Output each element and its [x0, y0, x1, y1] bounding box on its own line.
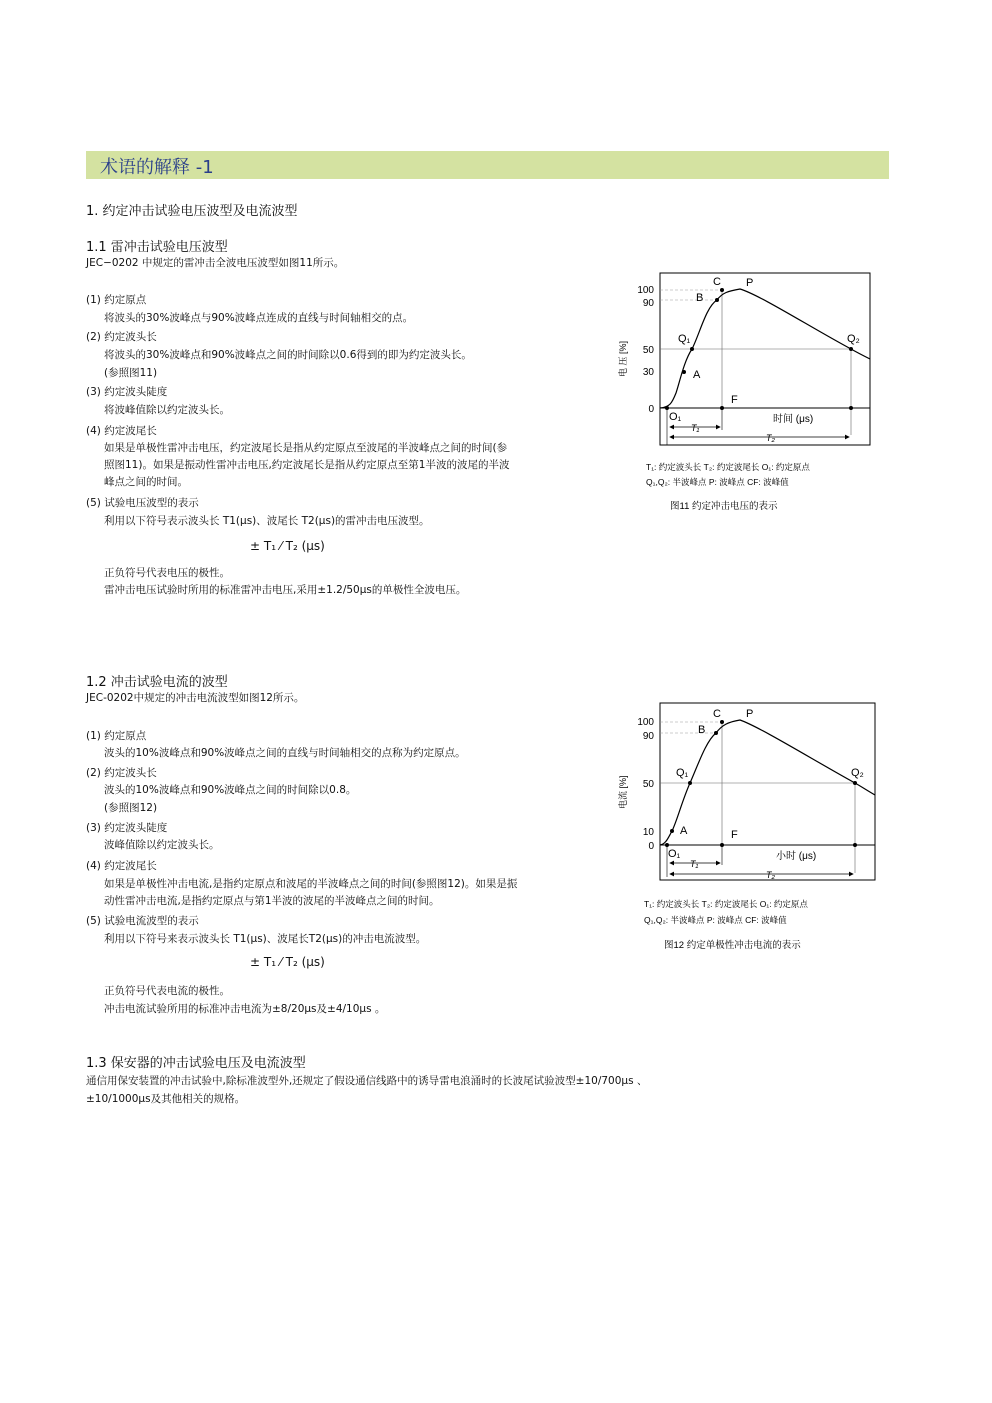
point-q1 — [690, 347, 694, 351]
item-head: (3) 约定波头陡度 — [86, 386, 168, 398]
ytick-30: 30 — [642, 367, 654, 378]
label-t2: T₂ — [766, 433, 775, 443]
item-head: (1) 约定原点 — [86, 294, 147, 306]
point-a — [682, 370, 686, 374]
item-body: (参照图12) — [104, 802, 158, 814]
x-axis-label: 时间 (μs) — [773, 414, 814, 425]
point-b — [715, 298, 719, 302]
waveform-formula: ± T₁ ⁄ T₂ (μs) — [250, 539, 325, 553]
label-p: P — [746, 277, 754, 289]
item-head: (2) 约定波头长 — [86, 767, 157, 779]
label-a: A — [693, 369, 701, 381]
label-p: P — [746, 708, 754, 720]
item-body: 将波头的30%波峰点和90%波峰点之间的时间除以0.6得到的即为约定波头长。 — [104, 349, 472, 361]
point-a — [670, 829, 674, 833]
ytick-90: 90 — [642, 731, 654, 742]
plot-frame — [660, 273, 870, 445]
point-o1 — [665, 406, 669, 410]
note-text: 正负符号代表电流的极性。 — [104, 985, 230, 997]
label-f: F — [731, 394, 738, 406]
subsection-heading-1-1: 1.1 雷冲击试验电压波型 — [86, 240, 228, 255]
paragraph-line: 通信用保安装置的冲击试验中,除标准波型外,还规定了假设通信线路中的诱导雷电浪涌时的长波尾试验波型±10/700μs 、 — [86, 1075, 648, 1087]
figure-legend: T₁: 约定波头长 T₂: 约定波尾长 O₁: 约定原点 — [644, 899, 808, 909]
ytick-90: 90 — [642, 298, 654, 309]
intro-text-1-2: JEC-0202中规定的冲击电流波型如图12所示。 — [86, 692, 305, 704]
point-f — [720, 843, 724, 847]
item-body: 利用以下符号表示波头长 T1(μs)、波尾长 T2(μs)的雷冲击电压波型。 — [104, 515, 430, 527]
item-body: 峰点之间的时间。 — [104, 476, 188, 488]
label-t1: T₁ — [690, 859, 699, 869]
ytick-50: 50 — [642, 345, 654, 356]
label-q1: Q₁ — [678, 333, 691, 345]
point-t2-end — [849, 406, 853, 410]
point-c — [720, 720, 724, 724]
label-o1: O₁ — [669, 411, 682, 423]
label-b: B — [698, 724, 706, 736]
label-o1: O₁ — [668, 848, 681, 860]
ytick-50: 50 — [642, 779, 654, 790]
ytick-0: 0 — [648, 404, 654, 415]
waveform-formula: ± T₁ ⁄ T₂ (μs) — [250, 955, 325, 969]
item-body: 如果是单极性雷冲击电压，约定波尾长是指从约定原点至波尾的半波峰点之间的时间(参 — [104, 442, 508, 454]
item-head: (1) 约定原点 — [86, 730, 147, 742]
item-body: 将波峰值除以约定波头长。 — [104, 404, 230, 416]
ytick-100: 100 — [637, 285, 654, 296]
label-c: C — [713, 276, 721, 288]
figure-legend: Q₁,Q₂: 半波峰点 P: 波峰点 CF: 波峰值 — [644, 915, 787, 925]
page-title: 术语的解释 -1 — [100, 157, 214, 178]
label-t2: T₂ — [766, 870, 775, 880]
subsection-heading-1-2: 1.2 冲击试验电流的波型 — [86, 675, 228, 690]
item-body: 波峰值除以约定波头长。 — [104, 839, 220, 851]
figure-legend: Q₁,Q₂: 半波峰点 P: 波峰点 CF: 波峰值 — [646, 477, 789, 487]
label-q1: Q₁ — [676, 767, 689, 779]
item-head: (5) 试验电压波型的表示 — [86, 497, 199, 509]
y-axis-label: 电 压 [%] — [618, 340, 628, 377]
point-t2-end — [853, 843, 857, 847]
label-t1: T₁ — [691, 423, 700, 433]
point-q2 — [849, 347, 853, 351]
item-body: 如果是单极性冲击电流,是指约定原点和波尾的半波峰点之间的时间(参照图12)。如果是振 — [104, 878, 518, 890]
section-banner — [86, 151, 889, 179]
label-b: B — [696, 292, 704, 304]
point-o1 — [665, 843, 669, 847]
item-head: (4) 约定波尾长 — [86, 860, 157, 872]
ytick-100: 100 — [637, 717, 654, 728]
item-body: 波头的10%波峰点和90%波峰点之间的时间除以0.8。 — [104, 784, 357, 796]
ytick-10: 10 — [642, 827, 654, 838]
note-text: 冲击电流试验所用的标准冲击电流为±8/20μs及±4/10μs 。 — [104, 1003, 386, 1015]
item-head: (3) 约定波头陡度 — [86, 822, 168, 834]
y-axis-label: 电流 [%] — [618, 775, 628, 809]
figure-caption: 图11 约定冲击电压的表示 — [670, 501, 778, 512]
item-head: (2) 约定波头长 — [86, 331, 157, 343]
item-body: 动性雷冲击电流,是指约定原点与第1半波的波尾的半波峰点之间的时间。 — [104, 895, 440, 907]
figure-legend: T₁: 约定波头长 T₂: 约定波尾长 O₁: 约定原点 — [646, 462, 810, 472]
ytick-0: 0 — [648, 841, 654, 852]
item-body: 波头的10%波峰点和90%波峰点之间的直线与时间轴相交的点称为约定原点。 — [104, 747, 466, 759]
figure-11-voltage-waveform — [610, 265, 880, 515]
label-f: F — [731, 829, 738, 841]
point-q2 — [853, 781, 857, 785]
item-head: (4) 约定波尾长 — [86, 425, 157, 437]
note-text: 雷冲击电压试验时所用的标准雷冲击电压,采用±1.2/50μs的单极性全波电压。 — [104, 584, 467, 596]
point-c — [720, 288, 724, 292]
point-q1 — [688, 781, 692, 785]
label-q2: Q₂ — [847, 333, 860, 345]
intro-text-1-1: JEC−0202 中规定的雷冲击全波电压波型如图11所示。 — [86, 257, 345, 269]
section-heading: 1. 约定冲击试验电压波型及电流波型 — [86, 204, 298, 219]
point-f — [720, 406, 724, 410]
label-q2: Q₂ — [851, 767, 864, 779]
point-b — [714, 731, 718, 735]
figure-12-current-waveform — [610, 697, 880, 955]
plot-frame — [660, 703, 875, 880]
figure-caption: 图12 约定单极性冲击电流的表示 — [664, 940, 801, 951]
note-text: 正负符号代表电压的极性。 — [104, 567, 230, 579]
x-axis-label: 小时 (μs) — [776, 851, 817, 862]
item-body: (参照图11) — [104, 367, 158, 379]
label-c: C — [713, 708, 721, 720]
paragraph-line: ±10/1000μs及其他相关的规格。 — [86, 1093, 246, 1105]
item-head: (5) 试验电流波型的表示 — [86, 915, 199, 927]
subsection-heading-1-3: 1.3 保安器的冲击试验电压及电流波型 — [86, 1056, 306, 1071]
item-body: 将波头的30%波峰点与90%波峰点连成的直线与时间轴相交的点。 — [104, 312, 414, 324]
label-a: A — [680, 825, 688, 837]
item-body: 照图11)。如果是振动性雷冲击电压,约定波尾长是指从约定原点至第1半波的波尾的半波 — [104, 459, 510, 471]
item-body: 利用以下符号来表示波头长 T1(μs)、波尾长T2(μs)的冲击电流波型。 — [104, 933, 427, 945]
